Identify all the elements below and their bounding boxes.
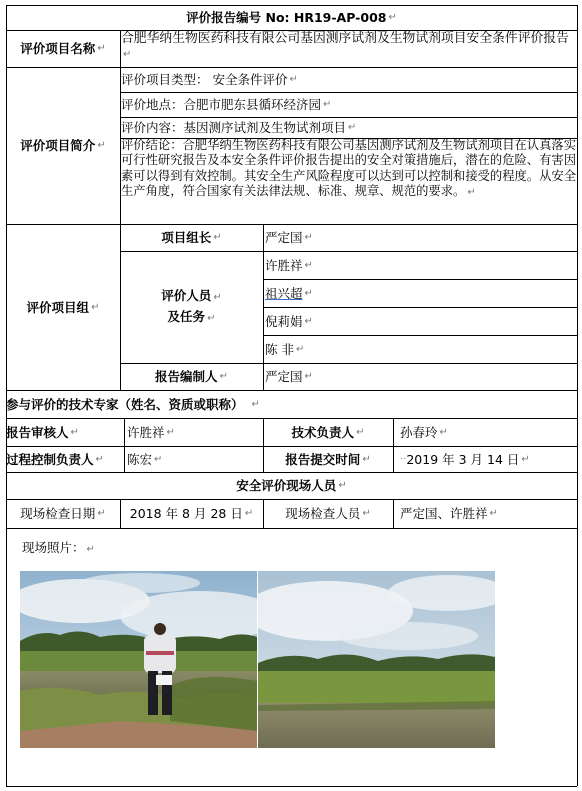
staff-label [120,251,263,363]
staff-member-name: 祖兴超 [265,285,303,301]
paragraph-mark-icon: ↵ [304,232,313,243]
intro-content [121,117,576,138]
leader-label [120,224,263,251]
reviewer-label [6,418,124,446]
onsite-date-value [120,499,263,528]
tech-value-text: 孙春玲 [400,424,438,440]
photos-label [22,540,222,556]
submit-value [400,446,576,472]
paragraph-mark-icon: ↵ [304,287,313,299]
reviewer-value-text: 许胜祥 [127,424,165,440]
tech-label [263,418,393,446]
project-name-label-text: 评价项目名称 [20,41,96,56]
experts-label-text: 参与评价的技术专家（姓名、资质或职称） [6,396,244,412]
team-label [6,224,120,390]
paragraph-mark-icon: ↵ [304,259,313,271]
paragraph-mark-icon: ↵ [362,453,371,465]
project-name-label [6,30,120,67]
project-intro-label [6,67,120,224]
paragraph-mark-icon: ↵ [219,371,228,382]
process-value [127,446,263,472]
paragraph-mark-icon: ↵ [388,12,397,23]
report-number-text: 评价报告编号 No: HR19-AP-008 [186,10,387,25]
paragraph-mark-icon: ↵ [166,426,175,438]
paragraph-mark-icon: ↵ [295,343,305,355]
paragraph-mark-icon: ↵ [304,371,313,382]
process-value-text: 陈宏 [127,451,153,467]
paragraph-mark-icon: ↵ [97,140,106,151]
paragraph-mark-icon: ↵ [521,453,530,465]
paragraph-mark-icon: ↵ [467,187,476,199]
paragraph-mark-icon: ↵ [323,99,332,110]
intro-type [121,67,576,92]
onsite-date-label-text: 现场检查日期 [20,506,96,521]
paragraph-mark-icon: ↵ [91,301,100,313]
submit-label-text: 报告提交时间 [285,451,361,467]
onsite-title [6,472,577,499]
experts-label [6,390,577,418]
paragraph-mark-icon: ↵ [304,315,313,327]
tech-value [400,418,576,446]
paragraph-mark-icon: ↵ [289,74,298,85]
staff-member-name: 倪莉娟 [265,313,303,329]
tech-label-text: 技术负责人 [291,424,355,440]
paragraph-mark-icon: ↵ [123,49,132,60]
staff-member [265,307,576,335]
intro-content-text: 评价内容：基因测序试剂及生物试剂项目 [121,120,347,135]
submit-label [263,446,393,472]
submit-value-text: 2019 年 3 月 14 日 [406,451,520,467]
tab-mark-icon: ·· [400,453,407,465]
team-label-text: 评价项目组 [26,299,90,315]
project-name-value [121,31,576,67]
paragraph-mark-icon: ↵ [213,232,222,243]
paragraph-mark-icon: ↵ [154,453,163,465]
report-number [6,5,577,30]
staff-member [265,251,576,279]
staff-member [265,335,576,363]
leader-label-text: 项目组长 [161,230,212,245]
process-label [6,446,124,472]
paragraph-mark-icon: ↵ [251,398,260,410]
paragraph-mark-icon: ↵ [338,480,347,491]
intro-location-text: 评价地点：合肥市肥东县循环经济园 [121,97,322,112]
intro-conclusion-text: 评价结论：合肥华纳生物医药科技有限公司基因测序试剂及生物试剂项目在认真落实可行性研究报告及本安全条件评价报告提出的安全对策措施后，潜在的危险、有害因素可以得到有效控制。其安全生产风险程度可以达到可以控制和接受的程度。从安全生产角度，符合国家有关法律法规、标准、规章、规范的要求。 [121,138,576,199]
site-photo-person [20,571,257,748]
process-label-text: 过程控制负责人 [6,451,94,467]
author-value-text: 严定国 [265,369,303,384]
paragraph-mark-icon: ↵ [95,453,104,465]
paragraph-mark-icon: ↵ [439,426,448,438]
author-value [265,363,576,390]
staff-member-name: 许胜祥 [265,257,303,273]
paragraph-mark-icon: ↵ [86,544,95,555]
paragraph-mark-icon: ↵ [244,508,254,519]
project-intro-label-text: 评价项目简介 [20,138,96,153]
paragraph-mark-icon: ↵ [213,292,222,303]
paragraph-mark-icon: ↵ [362,508,371,519]
paragraph-mark-icon: ↵ [348,122,357,133]
photos-label-text: 现场照片： [22,540,85,555]
intro-type-text: 评价项目类型： 安全条件评价 [121,72,288,87]
onsite-inspector-label [263,499,393,528]
onsite-date-value-text: 2018 年 8 月 28 日 [129,506,243,521]
paragraph-mark-icon: ↵ [97,508,106,519]
onsite-title-text: 安全评价现场人员 [236,478,337,493]
onsite-date-label [6,499,120,528]
paragraph-mark-icon: ↵ [70,426,79,438]
paragraph-mark-icon: ↵ [207,313,216,324]
staff-label-line1: 评价人员 [161,288,212,303]
intro-location [121,92,576,117]
staff-label-line2: 及任务 [167,309,206,324]
onsite-inspector-value-text: 严定国、许胜祥 [400,506,488,521]
paragraph-mark-icon: ↵ [356,426,365,438]
reviewer-value [127,418,263,446]
paragraph-mark-icon: ↵ [97,43,106,54]
site-photo-pond [258,571,495,748]
author-label-text: 报告编制人 [155,369,218,384]
reviewer-label-text: 报告审核人 [6,424,69,440]
paragraph-mark-icon: ↵ [489,508,498,519]
leader-value [265,224,576,251]
staff-member [265,279,576,307]
onsite-inspector-value [400,499,576,528]
author-label [120,363,263,390]
staff-member-name: 陈 非 [265,341,294,357]
intro-conclusion [121,138,576,224]
project-name-value-text: 合肥华纳生物医药科技有限公司基因测序试剂及生物试剂项目安全条件评价报告 [121,31,569,46]
onsite-inspector-label-text: 现场检查人员 [285,506,361,521]
leader-value-text: 严定国 [265,230,303,245]
